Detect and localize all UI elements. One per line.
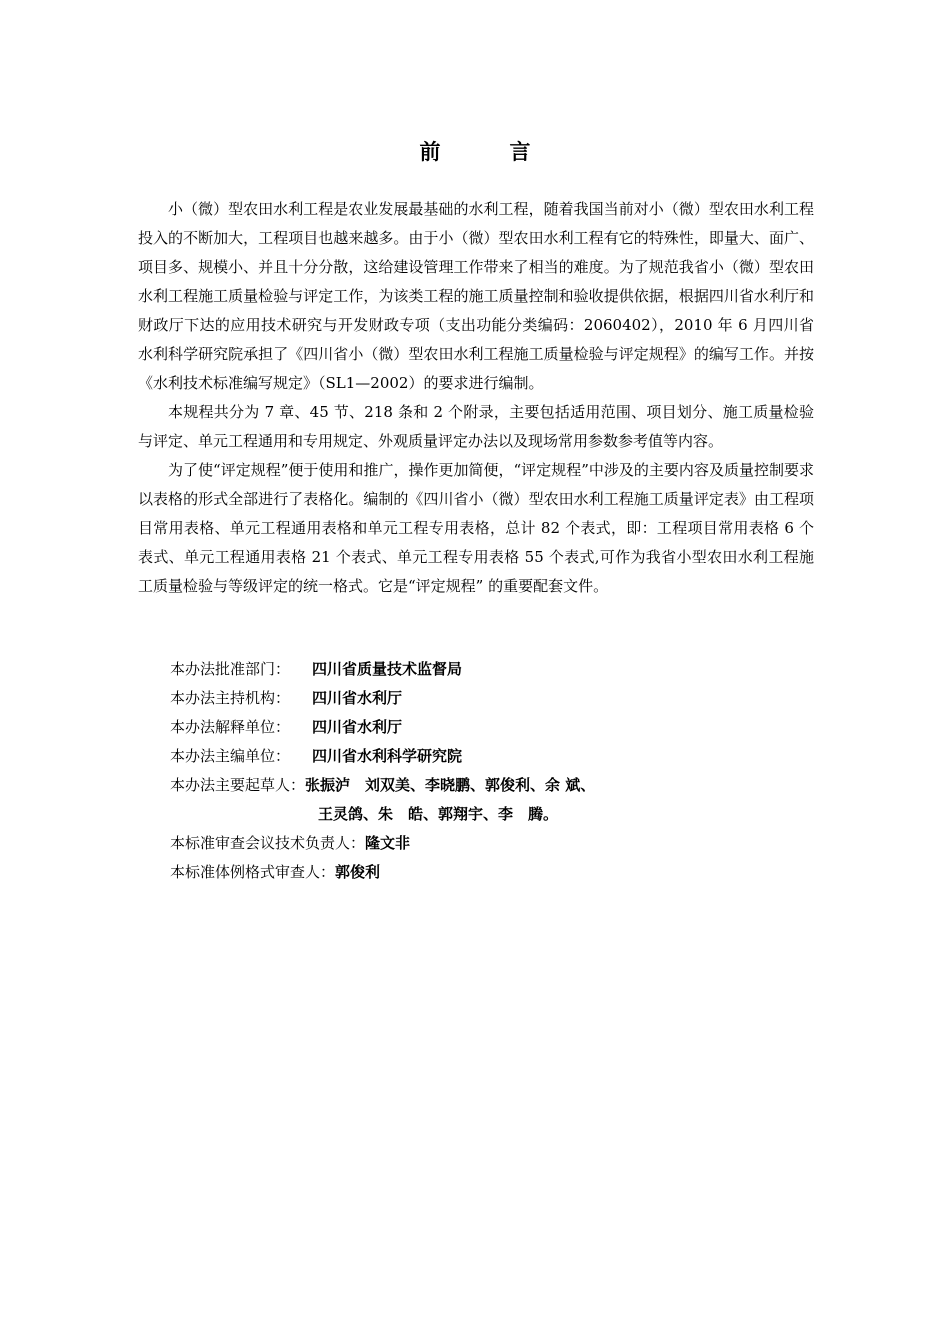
paragraph-structure: 本规程共分为 7 章、45 节、218 条和 2 个附录，主要包括适用范围、项目划分、施工质量检验与评定、单元工程通用和专用规定、外观质量评定办法以及现场常用参数参考值等内容。 bbox=[138, 403, 814, 450]
tech-reviewer-label: 本标准审查会议技术负责人： bbox=[170, 834, 366, 852]
preface-body bbox=[138, 195, 814, 601]
approval-value: 四川省质量技术监督局 bbox=[312, 660, 463, 678]
paragraph-tables: 为了使“评定规程”便于使用和推广，操作更加简便，“评定规程”中涉及的主要内容及质量控制要求以表格的形式全部进行了表格化。编制的《四川省小（微）型农田水利工程施工质量评定表》由工程项目常用表格、单元工程通用表格和单元工程专用表格，总计 82 个表式，即：工程项目常用表格 6 个表式、单元工程通用表格 21 个表式、单元工程专用表格 55 个表式,可作为我省小型农田水利工程施工质量检验与等级评定的统一格式。它是“评定规程” 的重要配套文件。 bbox=[138, 461, 814, 595]
format-reviewer-row bbox=[170, 858, 810, 887]
tech-reviewer-value: 隆文非 bbox=[365, 834, 411, 852]
editor-value: 四川省水利科学研究院 bbox=[312, 747, 463, 765]
drafters-line1: 张振泸 刘双美、李晓鹏、郭俊利、余 斌、 bbox=[305, 776, 596, 794]
interpret-row bbox=[170, 713, 810, 742]
drafters-row bbox=[170, 771, 810, 800]
host-label: 本办法主持机构： bbox=[170, 689, 291, 707]
paragraph-background: 小（微）型农田水利工程是农业发展最基础的水利工程，随着我国当前对小（微）型农田水利工程投入的不断加大，工程项目也越来越多。由于小（微）型农田水利工程有它的特殊性，即量大、面广、项目多、规模小、并且十分分散，这给建设管理工作带来了相当的难度。为了规范我省小（微）型农田水利工程施工质量检验与评定工作，为该类工程的施工质量控制和验收提供依据，根据四川省水利厅和财政厅下达的应用技术研究与开发财政专项（支出功能分类编码：2060402），2010 年 6 月四川省水利科学研究院承担了《四川省小（微）型农田水利工程施工质量检验与评定规程》的编写工作。并按《水利技术标准编写规定》（SL1—2002）的要求进行编制。 bbox=[138, 200, 814, 392]
drafters-line2: 王灵鸽、朱 皓、郭翔宇、李 腾。 bbox=[318, 805, 559, 823]
drafters-row-continued bbox=[170, 800, 810, 829]
page-title: 前 言 bbox=[419, 140, 555, 164]
drafters-label: 本办法主要起草人： bbox=[170, 776, 306, 794]
approval-label: 本办法批准部门： bbox=[170, 660, 291, 678]
approval-row bbox=[170, 655, 810, 684]
editor-label: 本办法主编单位： bbox=[170, 747, 291, 765]
document-info bbox=[170, 655, 810, 887]
interpret-value: 四川省水利厅 bbox=[312, 718, 403, 736]
tech-reviewer-row bbox=[170, 829, 810, 858]
editor-row bbox=[170, 742, 810, 771]
format-reviewer-value: 郭俊利 bbox=[335, 863, 381, 881]
format-reviewer-label: 本标准体例格式审查人： bbox=[170, 863, 336, 881]
interpret-label: 本办法解释单位： bbox=[170, 718, 291, 736]
host-row bbox=[170, 684, 810, 713]
host-value: 四川省水利厅 bbox=[312, 689, 403, 707]
